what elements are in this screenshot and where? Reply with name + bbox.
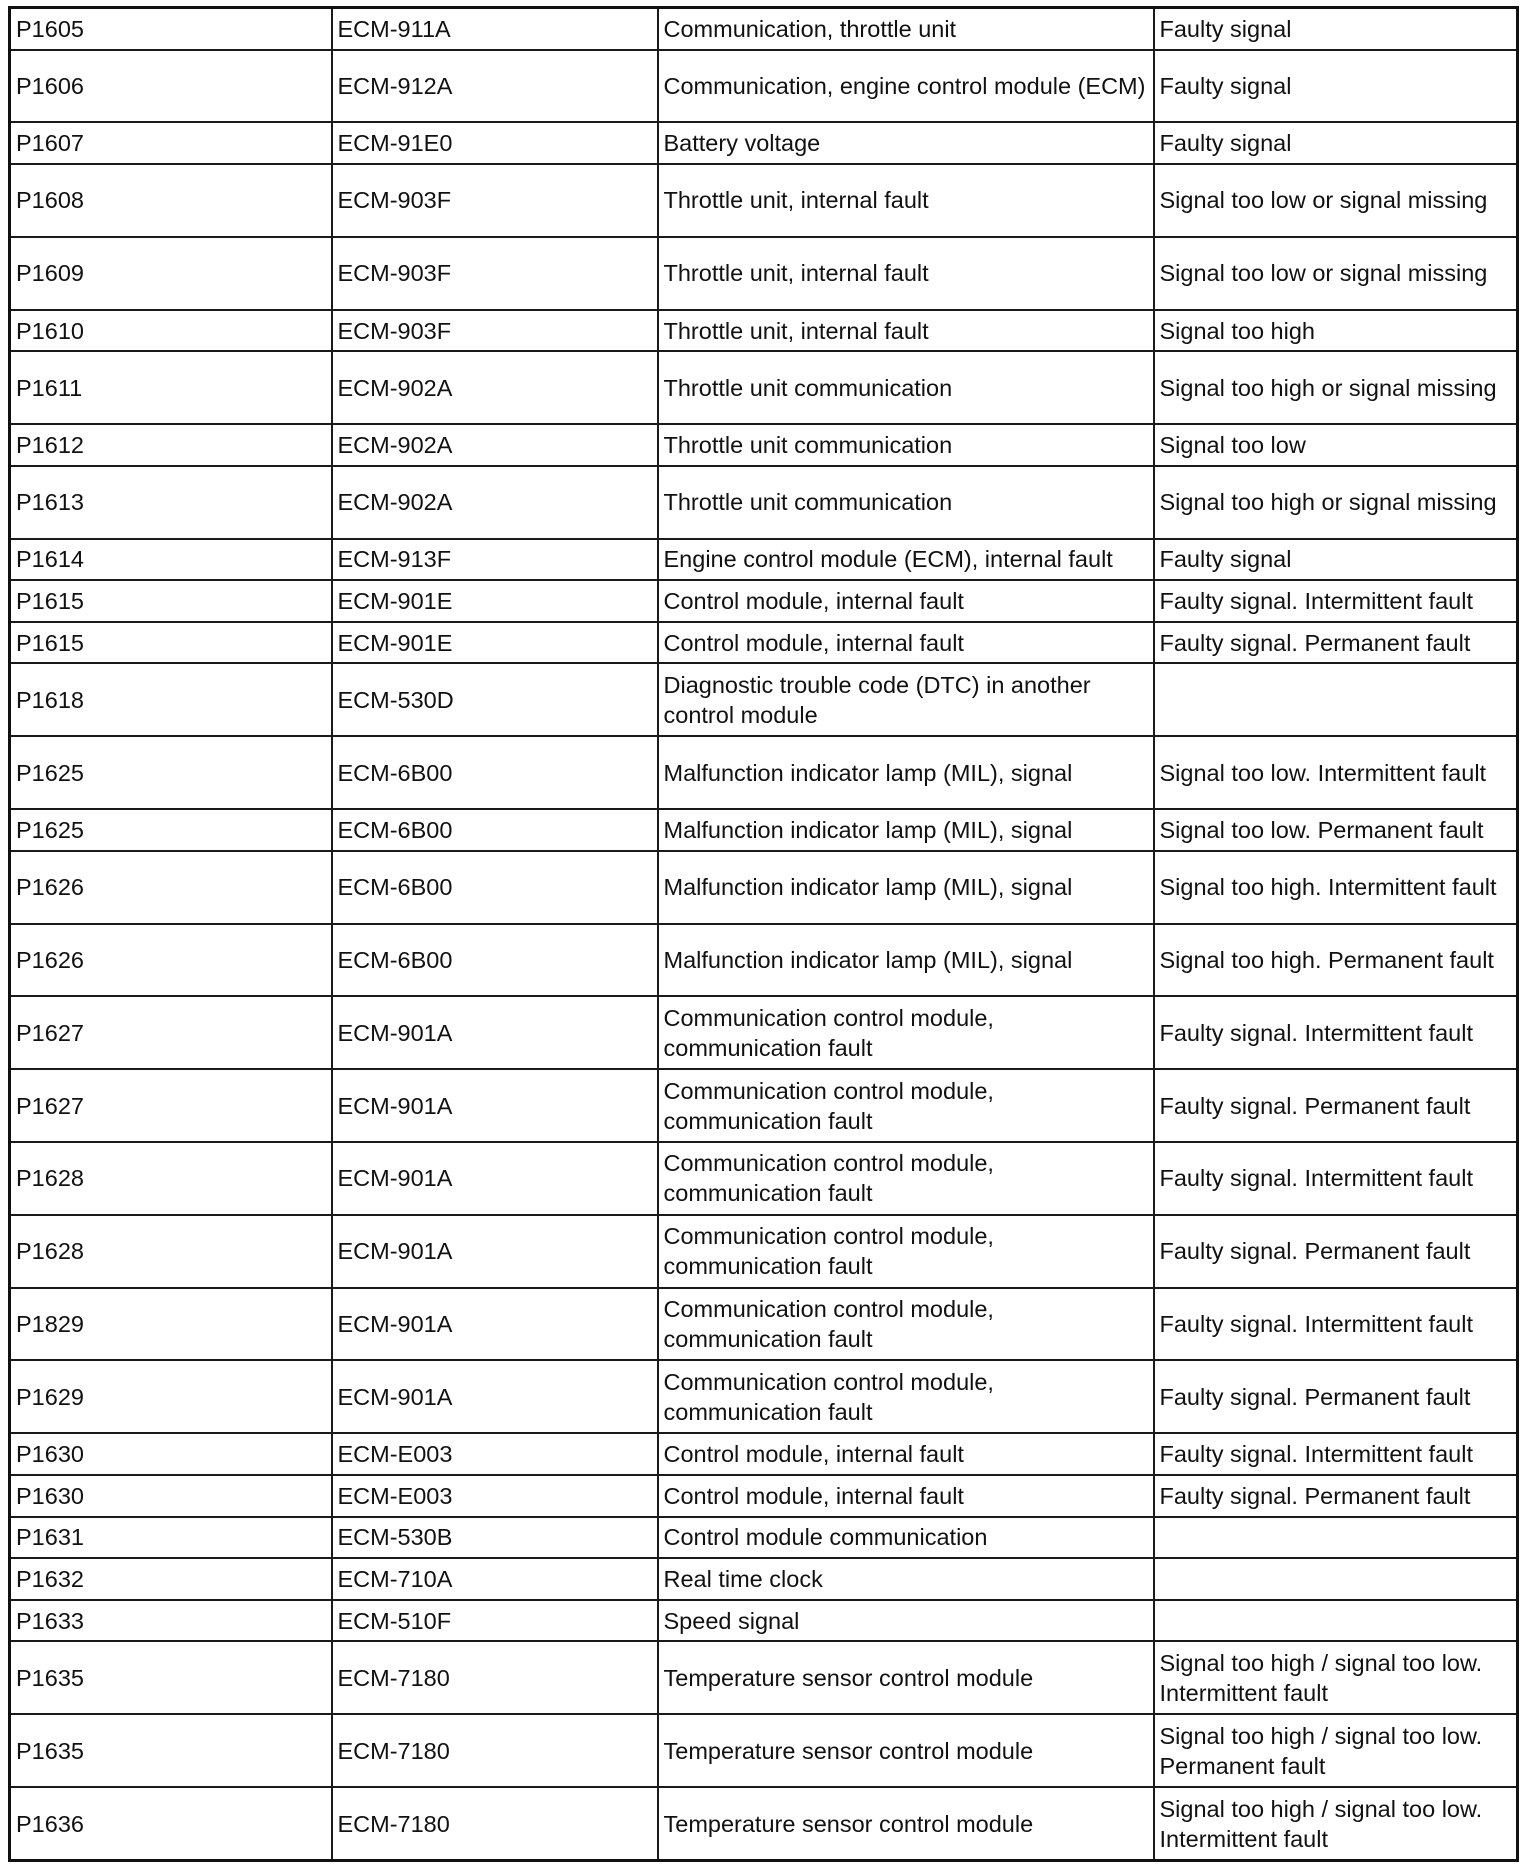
- ecm-code-cell: ECM-6B00: [332, 809, 658, 851]
- table-row: [10, 1787, 1518, 1860]
- table-row: [10, 1641, 1518, 1714]
- component-cell: Throttle unit communication: [658, 424, 1154, 466]
- table-row: [10, 310, 1518, 352]
- table-row: [10, 736, 1518, 809]
- ecm-code-cell: ECM-902A: [332, 466, 658, 539]
- component-cell: Communication control module, communication fault: [658, 996, 1154, 1069]
- dtc-code-cell: P1625: [10, 809, 332, 851]
- dtc-code-cell: P1633: [10, 1600, 332, 1642]
- dtc-code-cell: P1608: [10, 164, 332, 237]
- component-cell: Throttle unit, internal fault: [658, 164, 1154, 237]
- ecm-code-cell: ECM-530B: [332, 1517, 658, 1559]
- table-row: [10, 1517, 1518, 1559]
- component-cell: Battery voltage: [658, 122, 1154, 164]
- dtc-code-cell: P1632: [10, 1558, 332, 1600]
- ecm-code-cell: ECM-903F: [332, 237, 658, 310]
- dtc-table-body: [10, 8, 1518, 1861]
- ecm-code-cell: ECM-903F: [332, 164, 658, 237]
- fault-type-cell: Signal too low: [1154, 424, 1518, 466]
- ecm-code-cell: ECM-7180: [332, 1787, 658, 1860]
- fault-type-cell: Signal too high. Intermittent fault: [1154, 851, 1518, 924]
- ecm-code-cell: ECM-7180: [332, 1641, 658, 1714]
- ecm-code-cell: ECM-901A: [332, 1360, 658, 1433]
- component-cell: Speed signal: [658, 1600, 1154, 1642]
- table-row: [10, 1475, 1518, 1517]
- fault-type-cell: Faulty signal. Intermittent fault: [1154, 1433, 1518, 1475]
- fault-type-cell: Signal too low. Intermittent fault: [1154, 736, 1518, 809]
- component-cell: Temperature sensor control module: [658, 1787, 1154, 1860]
- fault-type-cell: Signal too low or signal missing: [1154, 164, 1518, 237]
- fault-type-cell: Faulty signal. Intermittent fault: [1154, 996, 1518, 1069]
- component-cell: Temperature sensor control module: [658, 1714, 1154, 1787]
- component-cell: Communication control module, communication fault: [658, 1360, 1154, 1433]
- component-cell: Diagnostic trouble code (DTC) in another control module: [658, 663, 1154, 736]
- ecm-code-cell: ECM-530D: [332, 663, 658, 736]
- ecm-code-cell: ECM-E003: [332, 1475, 658, 1517]
- fault-type-cell: Faulty signal. Permanent fault: [1154, 1215, 1518, 1288]
- ecm-code-cell: ECM-901E: [332, 580, 658, 622]
- table-row: [10, 1600, 1518, 1642]
- dtc-code-cell: P1630: [10, 1433, 332, 1475]
- component-cell: Communication control module, communication fault: [658, 1142, 1154, 1215]
- table-row: [10, 580, 1518, 622]
- ecm-code-cell: ECM-901A: [332, 996, 658, 1069]
- fault-type-cell: Signal too high or signal missing: [1154, 351, 1518, 424]
- dtc-code-cell: P1635: [10, 1641, 332, 1714]
- fault-type-cell: [1154, 663, 1518, 736]
- table-row: [10, 539, 1518, 581]
- dtc-code-cell: P1605: [10, 8, 332, 50]
- component-cell: Throttle unit, internal fault: [658, 310, 1154, 352]
- fault-type-cell: Signal too high: [1154, 310, 1518, 352]
- fault-type-cell: [1154, 1600, 1518, 1642]
- dtc-code-cell: P1612: [10, 424, 332, 466]
- dtc-code-cell: P1613: [10, 466, 332, 539]
- dtc-code-cell: P1631: [10, 1517, 332, 1559]
- component-cell: Control module, internal fault: [658, 622, 1154, 664]
- table-row: [10, 996, 1518, 1069]
- dtc-code-cell: P1625: [10, 736, 332, 809]
- fault-type-cell: Faulty signal: [1154, 539, 1518, 581]
- fault-type-cell: Faulty signal. Intermittent fault: [1154, 580, 1518, 622]
- ecm-code-cell: ECM-91E0: [332, 122, 658, 164]
- ecm-code-cell: ECM-6B00: [332, 851, 658, 924]
- dtc-code-cell: P1626: [10, 851, 332, 924]
- dtc-code-cell: P1630: [10, 1475, 332, 1517]
- table-row: [10, 1288, 1518, 1361]
- fault-type-cell: Signal too high or signal missing: [1154, 466, 1518, 539]
- component-cell: Malfunction indicator lamp (MIL), signal: [658, 924, 1154, 997]
- ecm-code-cell: ECM-510F: [332, 1600, 658, 1642]
- fault-type-cell: [1154, 1558, 1518, 1600]
- table-row: [10, 237, 1518, 310]
- dtc-code-cell: P1628: [10, 1215, 332, 1288]
- dtc-code-cell: P1610: [10, 310, 332, 352]
- component-cell: Communication, throttle unit: [658, 8, 1154, 50]
- ecm-code-cell: ECM-901A: [332, 1142, 658, 1215]
- component-cell: Communication control module, communication fault: [658, 1215, 1154, 1288]
- component-cell: Real time clock: [658, 1558, 1154, 1600]
- component-cell: Control module, internal fault: [658, 1433, 1154, 1475]
- component-cell: Control module communication: [658, 1517, 1154, 1559]
- ecm-code-cell: ECM-902A: [332, 351, 658, 424]
- table-row: [10, 351, 1518, 424]
- dtc-code-cell: P1829: [10, 1288, 332, 1361]
- component-cell: Throttle unit communication: [658, 466, 1154, 539]
- ecm-code-cell: ECM-911A: [332, 8, 658, 50]
- dtc-code-cell: P1607: [10, 122, 332, 164]
- fault-type-cell: Signal too low or signal missing: [1154, 237, 1518, 310]
- table-row: [10, 1215, 1518, 1288]
- table-row: [10, 851, 1518, 924]
- dtc-table: [8, 6, 1519, 1862]
- fault-type-cell: Signal too low. Permanent fault: [1154, 809, 1518, 851]
- ecm-code-cell: ECM-903F: [332, 310, 658, 352]
- ecm-code-cell: ECM-6B00: [332, 736, 658, 809]
- fault-type-cell: Signal too high / signal too low. Permanent fault: [1154, 1714, 1518, 1787]
- table-row: [10, 1714, 1518, 1787]
- fault-type-cell: Signal too high / signal too low. Intermittent fault: [1154, 1787, 1518, 1860]
- fault-type-cell: Faulty signal. Permanent fault: [1154, 1475, 1518, 1517]
- component-cell: Communication, engine control module (ECM): [658, 50, 1154, 123]
- component-cell: Throttle unit communication: [658, 351, 1154, 424]
- fault-type-cell: Faulty signal. Permanent fault: [1154, 1360, 1518, 1433]
- table-row: [10, 1360, 1518, 1433]
- component-cell: Control module, internal fault: [658, 1475, 1154, 1517]
- component-cell: Malfunction indicator lamp (MIL), signal: [658, 809, 1154, 851]
- fault-type-cell: [1154, 1517, 1518, 1559]
- fault-type-cell: Signal too high. Permanent fault: [1154, 924, 1518, 997]
- table-row: [10, 1433, 1518, 1475]
- dtc-code-cell: P1627: [10, 996, 332, 1069]
- dtc-code-cell: P1614: [10, 539, 332, 581]
- fault-type-cell: Faulty signal: [1154, 8, 1518, 50]
- component-cell: Control module, internal fault: [658, 580, 1154, 622]
- component-cell: Communication control module, communication fault: [658, 1069, 1154, 1142]
- table-row: [10, 50, 1518, 123]
- dtc-code-cell: P1615: [10, 580, 332, 622]
- dtc-code-cell: P1636: [10, 1787, 332, 1860]
- table-row: [10, 1069, 1518, 1142]
- component-cell: Malfunction indicator lamp (MIL), signal: [658, 851, 1154, 924]
- fault-type-cell: Faulty signal. Intermittent fault: [1154, 1288, 1518, 1361]
- ecm-code-cell: ECM-901A: [332, 1288, 658, 1361]
- component-cell: Communication control module, communication fault: [658, 1288, 1154, 1361]
- table-row: [10, 924, 1518, 997]
- dtc-code-cell: P1627: [10, 1069, 332, 1142]
- dtc-code-cell: P1628: [10, 1142, 332, 1215]
- fault-type-cell: Faulty signal. Permanent fault: [1154, 622, 1518, 664]
- ecm-code-cell: ECM-901E: [332, 622, 658, 664]
- dtc-code-cell: P1626: [10, 924, 332, 997]
- table-row: [10, 1142, 1518, 1215]
- component-cell: Malfunction indicator lamp (MIL), signal: [658, 736, 1154, 809]
- ecm-code-cell: ECM-912A: [332, 50, 658, 123]
- table-row: [10, 663, 1518, 736]
- dtc-code-cell: P1606: [10, 50, 332, 123]
- dtc-code-cell: P1609: [10, 237, 332, 310]
- table-row: [10, 809, 1518, 851]
- fault-type-cell: Faulty signal. Permanent fault: [1154, 1069, 1518, 1142]
- component-cell: Throttle unit, internal fault: [658, 237, 1154, 310]
- ecm-code-cell: ECM-7180: [332, 1714, 658, 1787]
- component-cell: Temperature sensor control module: [658, 1641, 1154, 1714]
- fault-type-cell: Signal too high / signal too low. Intermittent fault: [1154, 1641, 1518, 1714]
- ecm-code-cell: ECM-901A: [332, 1215, 658, 1288]
- ecm-code-cell: ECM-E003: [332, 1433, 658, 1475]
- ecm-code-cell: ECM-913F: [332, 539, 658, 581]
- ecm-code-cell: ECM-710A: [332, 1558, 658, 1600]
- dtc-code-cell: P1629: [10, 1360, 332, 1433]
- fault-type-cell: Faulty signal: [1154, 50, 1518, 123]
- table-row: [10, 164, 1518, 237]
- ecm-code-cell: ECM-6B00: [332, 924, 658, 997]
- table-row: [10, 8, 1518, 50]
- fault-type-cell: Faulty signal: [1154, 122, 1518, 164]
- fault-type-cell: Faulty signal. Intermittent fault: [1154, 1142, 1518, 1215]
- dtc-code-cell: P1618: [10, 663, 332, 736]
- table-row: [10, 622, 1518, 664]
- table-row: [10, 122, 1518, 164]
- dtc-code-cell: P1635: [10, 1714, 332, 1787]
- dtc-code-cell: P1615: [10, 622, 332, 664]
- dtc-code-cell: P1611: [10, 351, 332, 424]
- table-row: [10, 1558, 1518, 1600]
- table-row: [10, 424, 1518, 466]
- table-row: [10, 466, 1518, 539]
- component-cell: Engine control module (ECM), internal fault: [658, 539, 1154, 581]
- ecm-code-cell: ECM-902A: [332, 424, 658, 466]
- ecm-code-cell: ECM-901A: [332, 1069, 658, 1142]
